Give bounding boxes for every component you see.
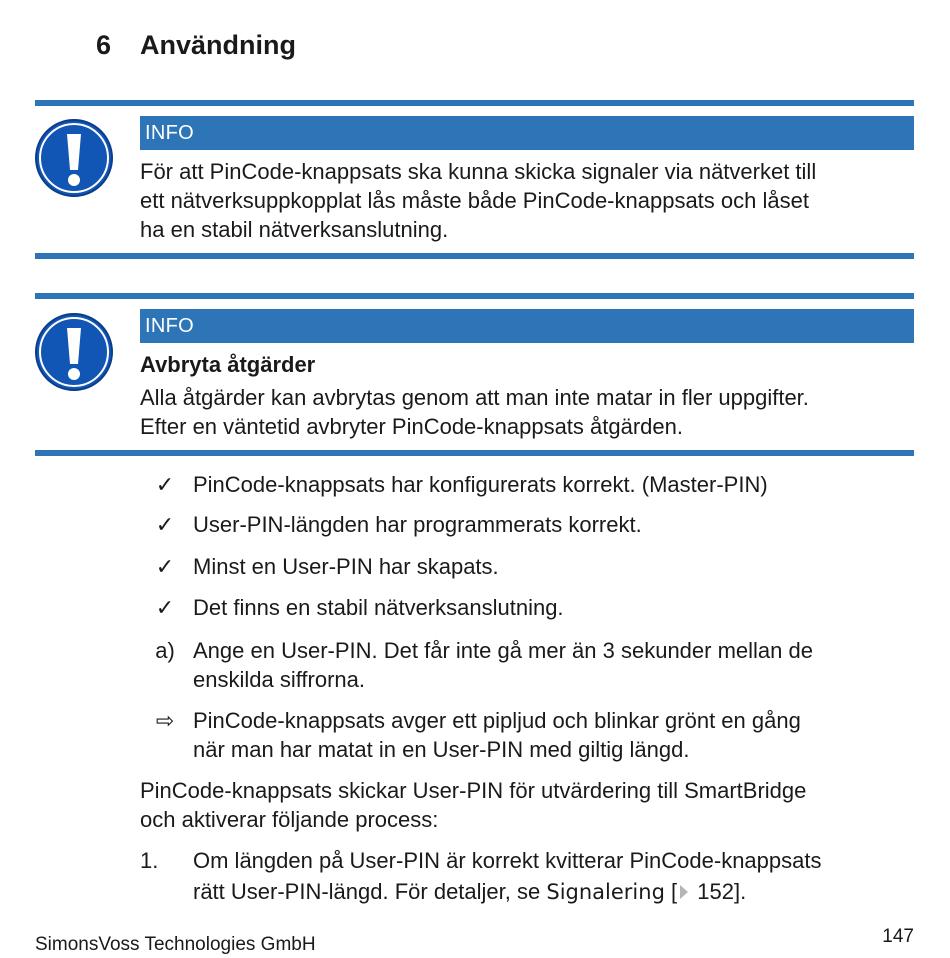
step-a	[140, 636, 920, 694]
step-line: enskilda siffrorna.	[193, 667, 366, 692]
numbered-line	[193, 877, 920, 907]
info-box-1-label: INFO	[140, 116, 914, 150]
paragraph-line: PinCode-knappsats skickar User-PIN för utvärdering till SmartBridge	[140, 778, 807, 803]
link-arrow-icon[interactable]	[680, 885, 688, 899]
checklist-text: Det finns en stabil nätverksanslutning.	[193, 595, 564, 620]
link-bracket-open: [	[664, 879, 678, 904]
exclamation-icon	[34, 118, 114, 198]
step-marker: a)	[155, 638, 175, 663]
checklist-item	[140, 593, 920, 622]
info-box-2-line: Efter en väntetid avbryter PinCode-knappsats åtgärden.	[140, 414, 683, 439]
checklist-item	[140, 510, 920, 539]
info-box-1-bottom-rule	[35, 253, 914, 259]
info-box-1-line: ett nätverksuppkopplat lås måste både PinCode-knappsats och låset	[140, 188, 809, 213]
cross-reference-link[interactable]: Signalering	[546, 880, 665, 904]
info-box-2-label: INFO	[140, 309, 914, 343]
check-icon: ✓	[155, 512, 175, 537]
heading-number: 6	[96, 30, 112, 60]
info-box-1-text	[140, 157, 915, 244]
info-box-1-line: ha en stabil nätverksanslutning.	[140, 217, 449, 242]
checklist-text: Minst en User-PIN har skapats.	[193, 554, 499, 579]
checklist-item	[140, 552, 920, 581]
link-page[interactable]: 152].	[691, 879, 747, 904]
exclamation-icon	[34, 312, 114, 392]
check-icon: ✓	[155, 554, 175, 579]
result-line: när man har matat in en User-PIN med giltig längd.	[193, 737, 690, 762]
number-marker: 1.	[140, 848, 159, 873]
checklist-item	[140, 470, 920, 499]
check-icon: ✓	[155, 472, 175, 497]
step-line: Ange en User-PIN. Det får inte gå mer än 3 sekunder mellan de	[193, 638, 813, 663]
page-number: 147	[882, 926, 914, 947]
info-box-2-line: Alla åtgärder kan avbrytas genom att man inte matar in fler uppgifter.	[140, 385, 809, 410]
body-paragraph	[140, 776, 920, 834]
result-arrow-icon: ⇨	[155, 708, 175, 733]
page-heading	[96, 30, 296, 61]
info-box-2-title: Avbryta åtgärder	[140, 352, 316, 377]
info-box-2-text	[140, 350, 915, 441]
checklist-text: User-PIN-längden har programmerats korrekt.	[193, 512, 642, 537]
result-line: PinCode-knappsats avger ett pipljud och blinkar grönt en gång	[193, 708, 801, 733]
heading-title: Användning	[140, 30, 296, 60]
info-box-2-bottom-rule	[35, 450, 914, 456]
info-box-1-top-rule	[35, 100, 914, 106]
numbered-line-prefix: rätt User-PIN-längd. För detaljer, se	[193, 879, 547, 904]
info-box-2-top-rule	[35, 293, 914, 299]
numbered-item-1	[140, 846, 920, 907]
footer-company: SimonsVoss Technologies GmbH	[35, 934, 316, 955]
check-icon: ✓	[155, 595, 175, 620]
info-box-1-line: För att PinCode-knappsats ska kunna skicka signaler via nätverket till	[140, 159, 817, 184]
numbered-line: Om längden på User-PIN är korrekt kvitterar PinCode-knappsats	[193, 848, 822, 873]
result-item	[140, 706, 920, 764]
checklist-text: PinCode-knappsats har konfigurerats korrekt. (Master-PIN)	[193, 472, 768, 497]
paragraph-line: och aktiverar följande process:	[140, 807, 439, 832]
